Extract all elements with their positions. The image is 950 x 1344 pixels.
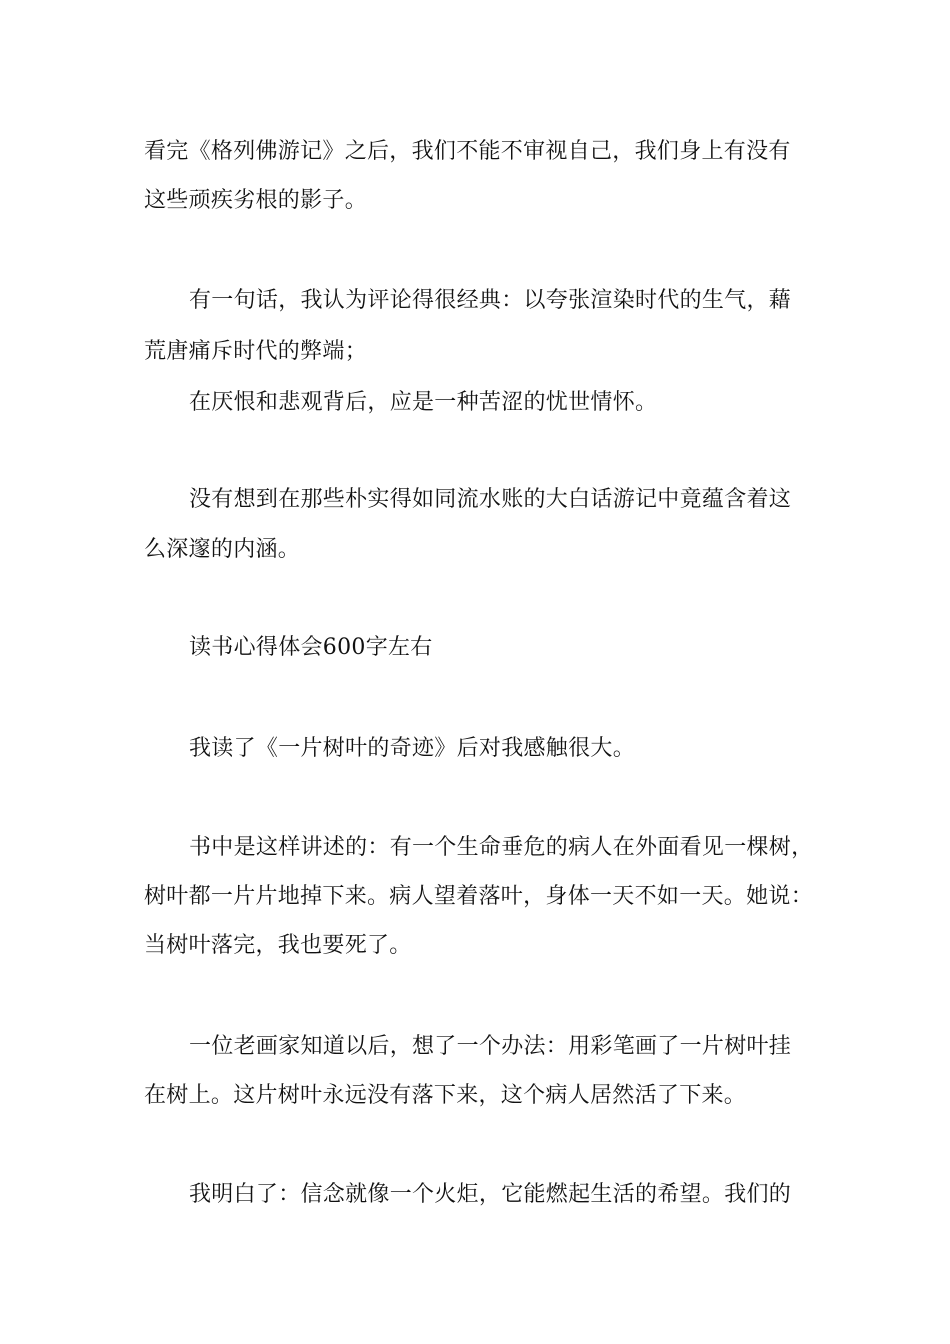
- paragraph-7-line-1: 一位老画家知道以后，想了一个办法：用彩笔画了一片树叶挂: [189, 1034, 792, 1059]
- paragraph-6-line-3: 当树叶落完，我也要死了。: [144, 933, 412, 958]
- paragraph-7-line-2: 在树上。这片树叶永远没有落下来，这个病人居然活了下来。: [144, 1083, 747, 1108]
- paragraph-2-line-2: 荒唐痛斥时代的弊端；: [144, 339, 368, 364]
- paragraph-5-line-1: 我读了《一片树叶的奇迹》后对我感触很大。: [189, 736, 636, 761]
- paragraph-8-line-1: 我明白了：信念就像一个火炬，它能燃起生活的希望。我们的: [189, 1182, 792, 1207]
- paragraph-1-line-1: 看完《格列佛游记》之后，我们不能不审视自己，我们身上有没有: [144, 139, 791, 164]
- paragraph-3-line-2: 么深邃的内涵。: [144, 537, 301, 562]
- paragraph-6-line-2: 树叶都一片片地掉下来。病人望着落叶，身体一天不如一天。她说：: [144, 884, 814, 909]
- paragraph-1-line-2: 这些顽疾劣根的影子。: [144, 188, 368, 213]
- section-title: 读书心得体会600字左右: [189, 635, 433, 660]
- paragraph-2-line-1: 有一句话，我认为评论得很经典：以夸张渲染时代的生气，藉: [189, 288, 792, 313]
- paragraph-3-line-1: 没有想到在那些朴实得如同流水账的大白话游记中竟蕴含着这: [189, 487, 792, 512]
- paragraph-6-line-1: 书中是这样讲述的：有一个生命垂危的病人在外面看见一棵树，: [189, 835, 814, 860]
- paragraph-2-line-3: 在厌恨和悲观背后，应是一种苦涩的忧世情怀。: [189, 390, 658, 415]
